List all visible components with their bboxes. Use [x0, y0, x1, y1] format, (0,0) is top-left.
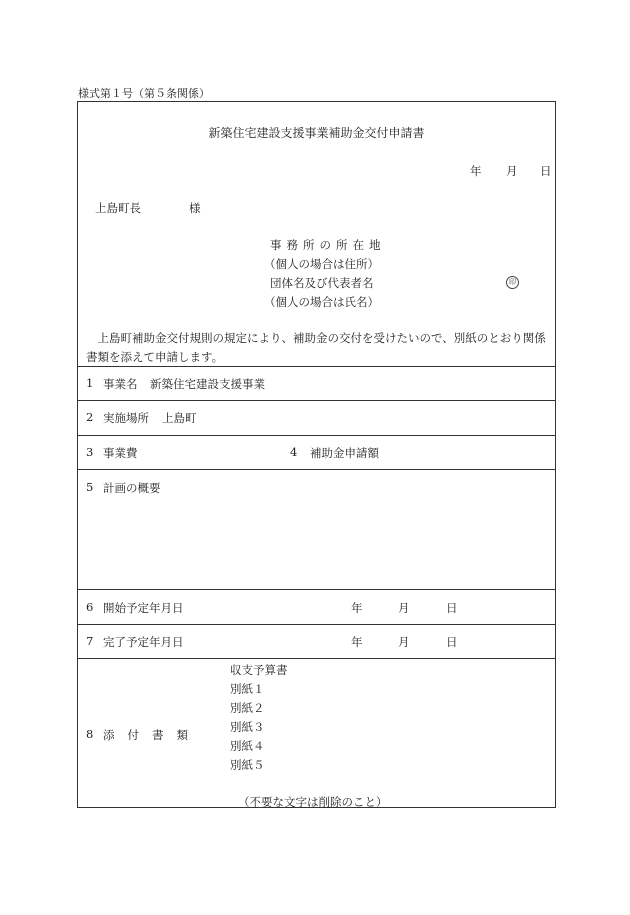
row-7-day: 日 — [446, 635, 458, 649]
row-1-number: 1 — [86, 376, 94, 390]
row-2-value: 上島町 — [162, 411, 197, 425]
attachment-item: 別紙３ — [230, 720, 265, 734]
row-3-label: 事業費 — [103, 446, 138, 460]
row-2-number: 2 — [86, 410, 94, 424]
seal-mark: 印 — [506, 276, 519, 289]
date-day: 日 — [540, 164, 552, 178]
row-5-number: 5 — [86, 480, 94, 494]
row-4-number: 4 — [290, 445, 298, 459]
divider — [78, 658, 555, 659]
row-6-year: 年 — [351, 601, 363, 615]
attachment-item: 別紙１ — [230, 682, 265, 696]
attachment-item: 別紙５ — [230, 758, 265, 772]
applicant-individual-name: （個人の場合は氏名） — [264, 295, 379, 309]
divider — [78, 624, 555, 625]
applicant-office-location: 事務所の所在地 — [270, 238, 386, 252]
application-form — [77, 101, 556, 808]
applicant-organization-rep: 団体名及び代表者名 — [270, 276, 374, 290]
row-6-number: 6 — [86, 600, 94, 614]
addressee-honorific: 様 — [189, 201, 201, 215]
attachment-note: （不要な文字は削除のこと） — [238, 795, 388, 809]
row-5-label: 計画の概要 — [103, 481, 161, 495]
row-3-number: 3 — [86, 445, 94, 459]
row-6-label: 開始予定年月日 — [103, 601, 184, 615]
form-title: 新築住宅建設支援事業補助金交付申請書 — [208, 126, 425, 140]
row-6-month: 月 — [398, 601, 410, 615]
date-month: 月 — [506, 164, 518, 178]
attachment-item: 収支予算書 — [230, 663, 288, 677]
attachment-item: 別紙４ — [230, 739, 265, 753]
form-number: 様式第１号（第５条関係） — [78, 87, 210, 100]
addressee-name: 上島町長 — [95, 201, 141, 215]
divider — [78, 589, 555, 590]
row-7-number: 7 — [86, 634, 94, 648]
statement-text: 上島町補助金交付規則の規定により、補助金の交付を受けたいので、別紙のとおり関係書類を添えて申請します。 — [86, 331, 546, 364]
row-8-number: 8 — [86, 727, 94, 741]
row-1-label: 事業名 — [103, 377, 138, 391]
row-2-label: 実施場所 — [103, 411, 149, 425]
row-1-value: 新築住宅建設支援事業 — [150, 377, 265, 391]
date-year: 年 — [470, 164, 482, 178]
attachment-item: 別紙２ — [230, 701, 265, 715]
row-4-label: 補助金申請額 — [310, 446, 379, 460]
divider — [78, 469, 555, 470]
divider — [78, 366, 555, 367]
row-7-year: 年 — [351, 635, 363, 649]
row-6-day: 日 — [446, 601, 458, 615]
divider — [78, 435, 555, 436]
row-8-label: 添付書類 — [103, 728, 201, 742]
row-7-month: 月 — [398, 635, 410, 649]
divider — [78, 400, 555, 401]
applicant-individual-address: （個人の場合は住所） — [264, 257, 379, 271]
row-7-label: 完了予定年月日 — [103, 635, 184, 649]
